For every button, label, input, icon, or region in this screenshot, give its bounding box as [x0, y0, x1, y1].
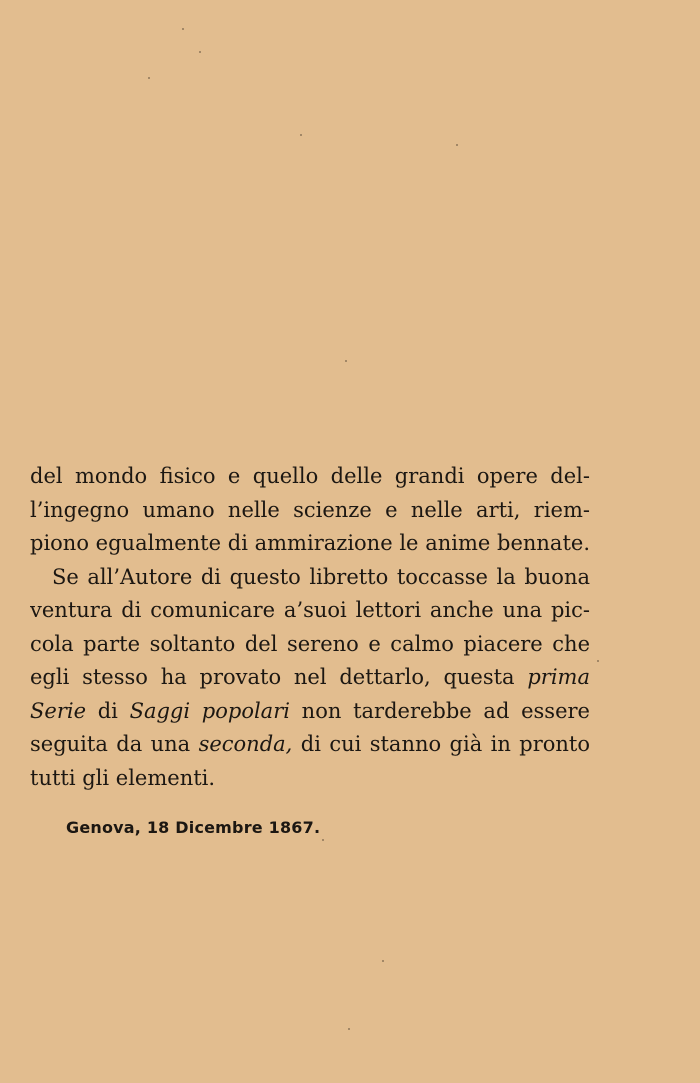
dateline: Genova, 18 Dicembre 1867. [66, 818, 321, 837]
paragraph-2-line-4-text: egli stesso ha provato nel dettarlo, questa [30, 665, 528, 689]
paragraph-2-line-6-text-a: seguita da una [30, 732, 199, 756]
paragraph-2-line-6-text-b: di cui stanno già in pronto [292, 732, 590, 756]
paragraph-2-line-2: ventura di comunicare a’suoi lettori anche una pic- [30, 598, 590, 622]
italic-seconda: seconda, [198, 732, 293, 756]
paper-speck [597, 660, 599, 662]
paper-speck [199, 51, 201, 53]
paragraph-2-line-5-text-b: non tarderebbe ad essere [289, 698, 590, 723]
paragraph-1-line-2: l’ingegno umano nelle scienze e nelle arti, riem- [30, 497, 590, 522]
paragraph-1-line-1: del mondo fisico e quello delle grandi opere del- [30, 464, 590, 488]
paper-speck [182, 28, 184, 30]
paragraph-2-line-7: tutti gli elementi. [30, 765, 216, 790]
paper-speck [345, 360, 347, 362]
paragraph-2-line-6 [30, 728, 590, 762]
paragraph-2-line-5 [30, 695, 590, 729]
body-text [30, 460, 590, 795]
paragraph-2-line-3: cola parte soltanto del sereno e calmo piacere che [30, 631, 590, 656]
paper-speck [148, 77, 150, 79]
paper-speck [348, 1028, 350, 1030]
italic-saggi-popolari: Saggi popolari [129, 698, 290, 723]
italic-prima: prima [527, 665, 590, 689]
italic-serie: Serie [30, 698, 86, 723]
paragraph-2-line-5-text-a: di [86, 698, 130, 723]
paper-speck [322, 839, 324, 841]
paper-speck [456, 144, 458, 146]
paragraph-2-line-4 [30, 661, 590, 695]
paper-speck [382, 960, 384, 962]
paragraph-1-line-3: piono egualmente di ammirazione le anime bennate. [30, 531, 590, 555]
paragraph-2-line-1: Se all’Autore di questo libretto toccasse la buona [52, 564, 590, 589]
paper-speck [300, 134, 302, 136]
